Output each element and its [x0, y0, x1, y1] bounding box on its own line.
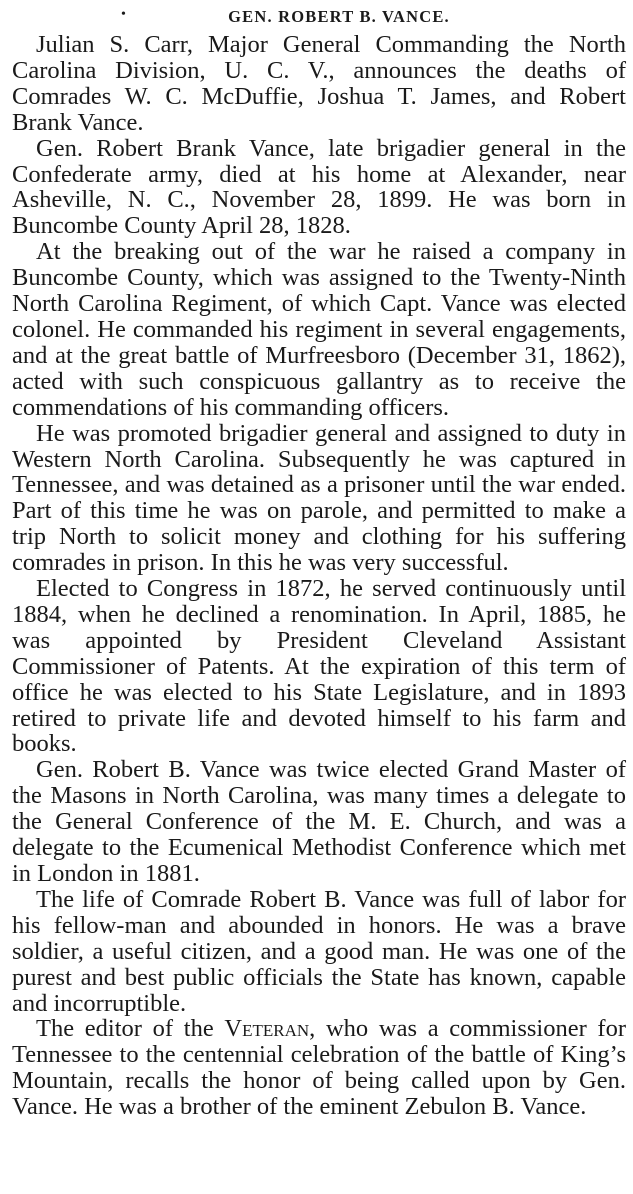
editor-note-after: , who was a commissioner for Tennessee to the centennial celebration of the battle of King’s Mountain, recalls the honor of being called upon by Gen. Vance. He was a brother of the eminent Zebulon B. Vance.	[12, 1015, 626, 1121]
veteran-name: Veteran	[224, 1015, 310, 1043]
paragraph-congress: Elected to Congress in 1872, he served continuously until 1884, when he declined a renomination. In April, 1885, he was appointed by President Cleveland Assistant Commissioner of Patents. At the expiration of this term of office he was elected to his State Legislature, and in 1893 retired to private life and devoted himself to his farm and books.	[12, 575, 626, 758]
editor-note-before: The editor of the	[36, 1015, 225, 1043]
paragraph-death-notice: Gen. Robert Brank Vance, late brigadier general in the Confederate army, died at his home at Alexander, near Asheville, N. C., November 28, 1899. He was born in Buncombe County April 28, 1828.	[12, 134, 626, 240]
article-title: GEN. ROBERT B. VANCE.	[228, 7, 450, 26]
paragraph-announcement: Julian S. Carr, Major General Commanding the North Carolina Division, U. C. V., announces the deaths of Comrades W. C. McDuffie, Joshua T. James, and Robert Brank Vance.	[12, 31, 626, 136]
article-body	[12, 32, 626, 1120]
paragraph-editor-note	[12, 1016, 626, 1120]
paragraph-war-service: At the breaking out of the war he raised a company in Buncombe County, which was assigned to the Twenty-Ninth North Carolina Regiment, of which Capt. Vance was elected colonel. He commanded his regiment in several engagements, and at the great battle of Murfreesboro (December 31, 1862), acted with such conspicuous gallantry as to receive the commendations of his commanding officers.	[12, 238, 626, 421]
printer-dot: •	[121, 7, 126, 22]
paragraph-masons: Gen. Robert B. Vance was twice elected Grand Master of the Masons in North Carolina, was many times a delegate to the General Conference of the M. E. Church, and was a delegate to the Ecumenical Methodist Conference which met in London in 1881.	[12, 756, 626, 887]
paragraph-character: The life of Comrade Robert B. Vance was full of labor for his fellow-man and abounded in honors. He was a brave soldier, a useful citizen, and a good man. He was one of the purest and best public officials the State has known, capable and incorruptible.	[12, 885, 626, 1017]
paragraph-promotion: He was promoted brigadier general and assigned to duty in Western North Carolina. Subsequently he was captured in Tennessee, and was detained as a prisoner until the war ended. Part of this time he was on parole, and permitted to make a trip North to solicit money and clothing for his suffering comrades in prison. In this he was very successful.	[12, 419, 626, 577]
